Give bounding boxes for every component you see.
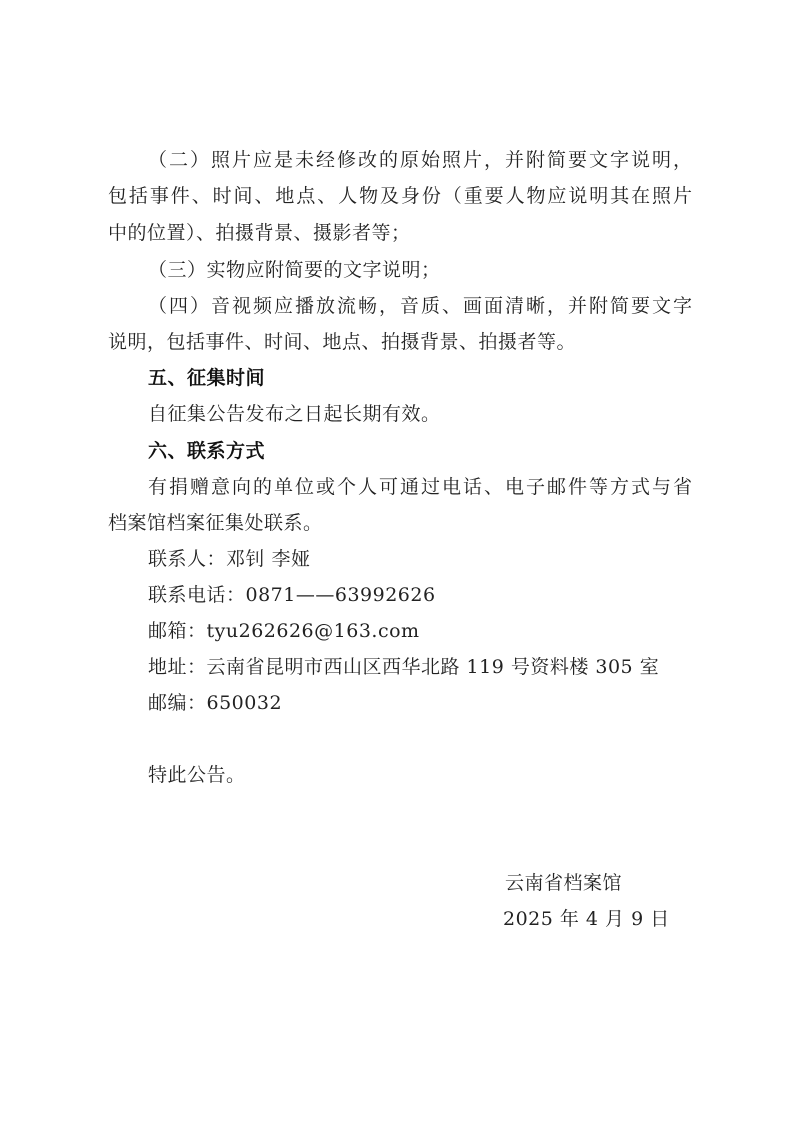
section-5-heading: 五、征集时间 bbox=[148, 367, 266, 389]
signature-organization: 云南省档案馆 bbox=[505, 872, 623, 894]
section-6-heading: 六、联系方式 bbox=[148, 440, 266, 462]
signature-date: 2025 年 4 月 9 日 bbox=[503, 908, 670, 930]
item-3: （三）实物应附简要的文字说明； bbox=[148, 259, 441, 281]
closing-remark: 特此公告。 bbox=[148, 764, 246, 786]
contact-phone: 联系电话：0871——63992626 bbox=[148, 584, 436, 606]
contact-email: 邮箱：tyu262626@163.com bbox=[148, 620, 420, 642]
item-2-line-2: 包括事件、时间、地点、人物及身份（重要人物应说明其在照片 bbox=[108, 185, 692, 207]
contact-postcode: 邮编：650032 bbox=[148, 692, 283, 714]
contact-person: 联系人：邓钊 李娅 bbox=[148, 548, 311, 570]
item-2-line-1: （二）照片应是未经修改的原始照片，并附简要文字说明， bbox=[148, 149, 692, 171]
item-2-line-3: 中的位置）、拍摄背景、摄影者等； bbox=[108, 222, 411, 244]
section-5-text: 自征集公告发布之日起长期有效。 bbox=[148, 403, 441, 425]
item-4-line-2: 说明，包括事件、时间、地点、拍摄背景、拍摄者等。 bbox=[108, 331, 577, 353]
section-6-line-2: 档案馆档案征集处联系。 bbox=[108, 512, 323, 534]
contact-address: 地址：云南省昆明市西山区西华北路 119 号资料楼 305 室 bbox=[148, 656, 660, 678]
item-4-line-1: （四）音视频应播放流畅，音质、画面清晰，并附简要文字 bbox=[148, 295, 692, 317]
section-6-line-1: 有捐赠意向的单位或个人可通过电话、电子邮件等方式与省 bbox=[148, 476, 692, 498]
